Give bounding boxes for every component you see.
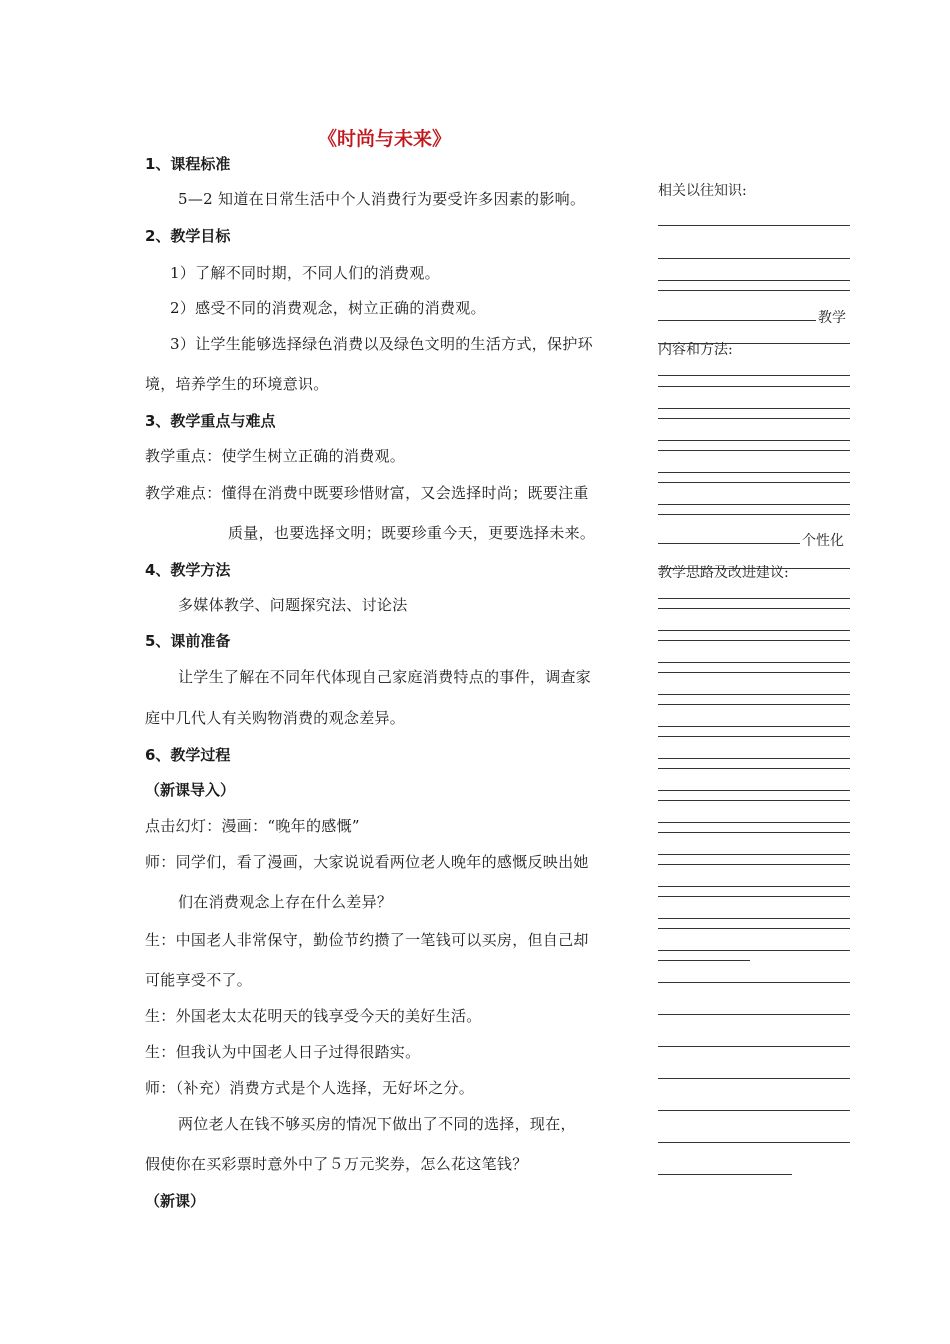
note-line [658, 1142, 850, 1143]
teaching-method-text: 多媒体教学、问题探究法、讨论法 [178, 596, 408, 614]
note-line [658, 928, 850, 929]
note-line [658, 543, 800, 544]
note-line [658, 640, 850, 641]
difficult-point-text: 教学难点：懂得在消费中既要珍惜财富，又会选择时尚；既要注重 [145, 484, 589, 502]
note-line [658, 982, 850, 983]
note-line [658, 1078, 850, 1079]
note-line [658, 343, 850, 344]
note-line [658, 694, 850, 695]
note-line [658, 800, 850, 801]
sidebar-content-label: 教学 [818, 310, 846, 326]
note-line [658, 726, 850, 727]
difficult-point-text-continued: 质量，也要选择文明；既要珍重今天，更要选择未来。 [228, 524, 596, 542]
note-line [658, 630, 850, 631]
dialogue-line: 点击幻灯：漫画：“晚年的感慨” [145, 817, 360, 835]
note-line [658, 672, 850, 673]
dialogue-line: 师：同学们，看了漫画，大家说说看两位老人晚年的感慨反映出她 [145, 853, 589, 871]
objective-item: 1）了解不同时期，不同人们的消费观。 [170, 264, 440, 282]
note-line [658, 408, 850, 409]
note-line [658, 854, 850, 855]
note-line [658, 280, 850, 281]
curriculum-standard-text: 5—2 知道在日常生活中个人消费行为要受许多因素的影响。 [178, 190, 586, 208]
preparation-text-continued: 庭中几代人有关购物消费的观念差异。 [145, 709, 406, 727]
note-line [658, 960, 750, 961]
note-line [658, 896, 850, 897]
objective-item-continued: 境，培养学生的环境意识。 [145, 375, 329, 393]
new-lesson-heading: （新课） [145, 1192, 206, 1210]
dialogue-line: 师：（补充）消费方式是个人选择，无好坏之分。 [145, 1079, 475, 1097]
sidebar-prior-knowledge-label: 相关以往知识: [658, 183, 747, 199]
note-line [658, 758, 850, 759]
note-line [658, 386, 850, 387]
note-line [658, 832, 850, 833]
preparation-text: 让学生了解在不同年代体现自己家庭消费特点的事件，调查家 [178, 668, 592, 686]
document-title: 《时尚与未来》 [318, 128, 452, 150]
note-line [658, 375, 850, 376]
note-line [658, 482, 850, 483]
note-line [658, 864, 850, 865]
note-line [658, 608, 850, 609]
note-line [658, 1046, 850, 1047]
objective-item: 3）让学生能够选择绿色消费以及绿色文明的生活方式，保护环 [170, 335, 593, 353]
section-heading-2: 2、教学目标 [145, 227, 231, 245]
section-heading-6: 6、教学过程 [145, 746, 231, 764]
key-point-text: 教学重点：使学生树立正确的消费观。 [145, 447, 406, 465]
sidebar-personal-label: 个性化 [802, 533, 844, 549]
section-heading-5: 5、课前准备 [145, 632, 231, 650]
note-line [658, 290, 850, 291]
dialogue-line: 生：但我认为中国老人日子过得很踏实。 [145, 1043, 421, 1061]
note-line [658, 704, 850, 705]
section-heading-4: 4、教学方法 [145, 561, 231, 579]
dialogue-line: 可能享受不了。 [145, 971, 253, 989]
sidebar-personal-label-continued: 教学思路及改进建议: [658, 565, 789, 581]
note-line [658, 1174, 792, 1175]
note-line [658, 514, 850, 515]
note-line [658, 790, 850, 791]
dialogue-line: 生：外国老太太花明天的钱享受今天的美好生活。 [145, 1007, 482, 1025]
note-line [658, 320, 816, 321]
note-line [658, 598, 850, 599]
note-line [658, 1110, 850, 1111]
note-line [658, 886, 850, 887]
section-heading-1: 1、课程标准 [145, 155, 231, 173]
note-line [658, 768, 850, 769]
objective-item: 2）感受不同的消费观念，树立正确的消费观。 [170, 299, 486, 317]
dialogue-line: 们在消费观念上存在什么差异？ [178, 893, 393, 911]
note-line [658, 736, 850, 737]
note-line [658, 472, 850, 473]
note-line [658, 440, 850, 441]
note-line [658, 918, 850, 919]
note-line [658, 822, 850, 823]
note-line [658, 1014, 850, 1015]
note-line [658, 418, 850, 419]
note-line [658, 662, 850, 663]
note-line [658, 225, 850, 226]
note-line [658, 568, 850, 569]
sidebar-content-label-continued: 内容和方法: [658, 342, 733, 358]
dialogue-line: 生：中国老人非常保守，勤俭节约攒了一笔钱可以买房，但自己却 [145, 931, 589, 949]
dialogue-line: 两位老人在钱不够买房的情况下做出了不同的选择，现在， [178, 1115, 576, 1133]
note-line [658, 950, 850, 951]
note-line [658, 504, 850, 505]
dialogue-line: 假使你在买彩票时意外中了５万元奖券，怎么花这笔钱？ [145, 1155, 528, 1173]
section-heading-3: 3、教学重点与难点 [145, 412, 276, 430]
note-line [658, 450, 850, 451]
note-line [658, 258, 850, 259]
intro-heading: （新课导入） [145, 781, 236, 799]
